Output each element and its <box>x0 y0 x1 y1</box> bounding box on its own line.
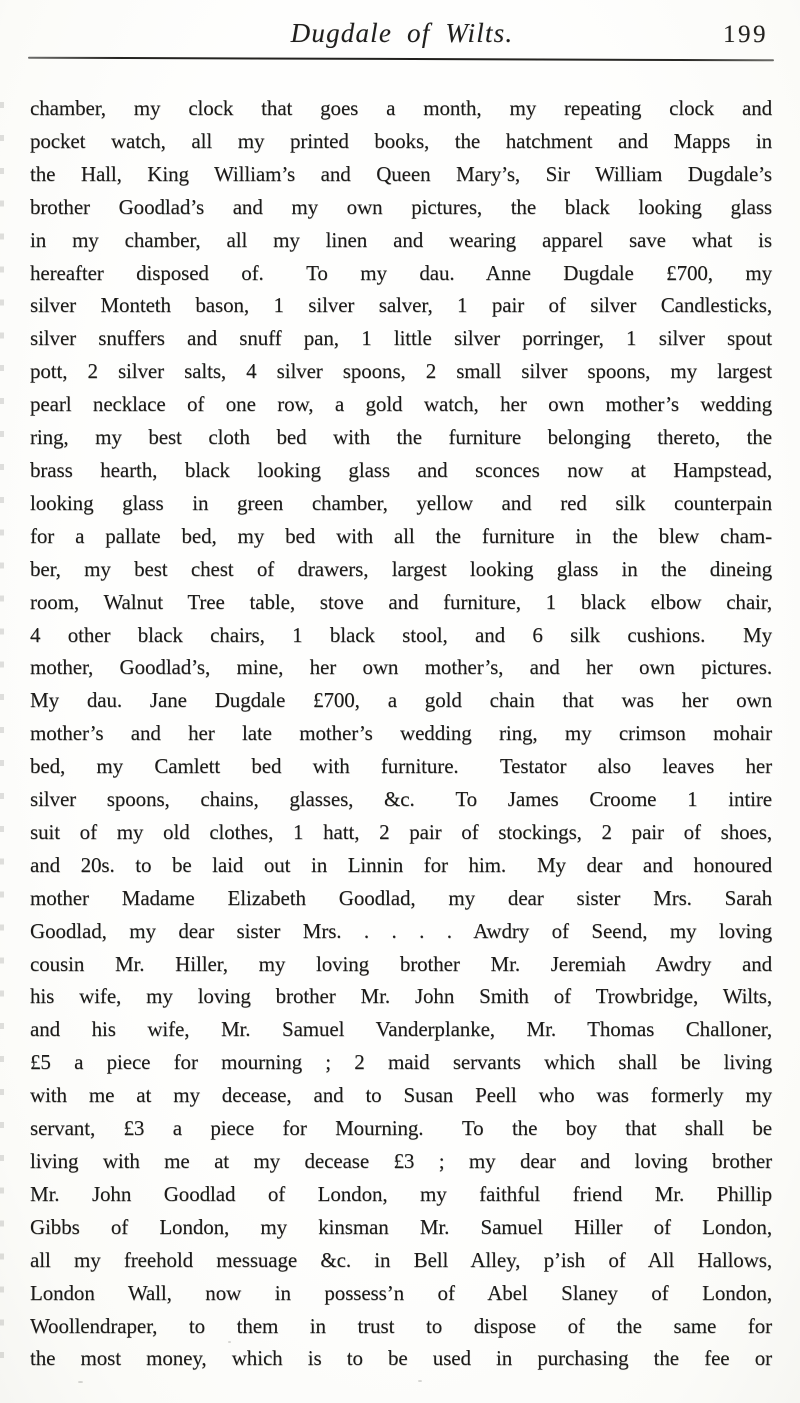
text-line: 4 other black chairs, 1 black stool, and 6 silk cushions. My <box>30 622 772 647</box>
text-line: bed, my Camlett bed with furniture. Testator also leaves her <box>30 754 772 779</box>
text-line: suit of my old clothes, 1 hatt, 2 pair of stockings, 2 pair of shoes, <box>30 819 772 844</box>
text-line: Woollendraper, to them in trust to dispose of the same for <box>30 1313 772 1338</box>
text-line: the most money, which is to be used in purchasing the fee or <box>30 1346 772 1371</box>
text-line: all my freehold messuage &c. in Bell Alley, p’ish of All Hallows, <box>30 1247 772 1272</box>
text-line: ring, my best cloth bed with the furniture belonging thereto, the <box>30 425 772 450</box>
text-line: brass hearth, black looking glass and sconces now at Hampstead, <box>30 457 772 482</box>
text-line: cousin Mr. Hiller, my loving brother Mr. Jeremiah Awdry and <box>30 951 772 976</box>
header-rule <box>28 57 774 62</box>
text-line: pearl necklace of one row, a gold watch, her own mother’s wedding <box>30 392 772 417</box>
text-line: and 20s. to be laid out in Linnin for him. My dear and honoured <box>30 852 772 877</box>
text-line: brother Goodlad’s and my own pictures, the black looking glass <box>30 194 772 219</box>
text-line: with me at my decease, and to Susan Peell who was formerly my <box>30 1083 772 1108</box>
text-line: My dau. Jane Dugdale £700, a gold chain that was her own <box>30 688 772 713</box>
text-line: pott, 2 silver salts, 4 silver spoons, 2 small silver spoons, my largest <box>30 359 772 384</box>
scan-speck <box>228 1341 231 1343</box>
text-line: hereafter disposed of. To my dau. Anne Dugdale £700, my <box>30 260 772 285</box>
text-line: mother Madame Elizabeth Goodlad, my dear sister Mrs. Sarah <box>30 885 772 910</box>
text-line: servant, £3 a piece for Mourning. To the boy that shall be <box>30 1116 772 1141</box>
text-line: living with me at my decease £3 ; my dear and loving brother <box>30 1149 772 1173</box>
text-line: looking glass in green chamber, yellow and red silk counterpain <box>30 490 772 515</box>
text-line: room, Walnut Tree table, stove and furniture, 1 black elbow chair, <box>30 589 772 614</box>
page-body <box>30 92 772 1375</box>
text-line: ber, my best chest of drawers, largest looking glass in the dineing <box>30 556 772 581</box>
text-line: silver snuffers and snuff pan, 1 little silver porringer, 1 silver spout <box>30 326 772 351</box>
scan-speck <box>418 1380 422 1382</box>
running-header <box>30 14 774 54</box>
text-line: silver spoons, chains, glasses, &c. To James Croome 1 intire <box>30 787 772 812</box>
text-line: for a pallate bed, my bed with all the furniture in the blew cham- <box>30 523 772 548</box>
text-line: and his wife, Mr. Samuel Vanderplanke, Mr. Thomas Challoner, <box>30 1017 772 1042</box>
text-line: the Hall, King William’s and Queen Mary’s, Sir William Dugdale’s <box>30 161 772 186</box>
text-line: Mr. John Goodlad of London, my faithful friend Mr. Phillip <box>30 1181 772 1206</box>
page-number: 199 <box>723 21 768 48</box>
text-line: London Wall, now in possess’n of Abel Slaney of London, <box>30 1280 772 1305</box>
text-line: £5 a piece for mourning ; 2 maid servants which shall be living <box>30 1050 772 1075</box>
text-line: silver Monteth bason, 1 silver salver, 1 pair of silver Candlesticks, <box>30 293 772 318</box>
text-line: chamber, my clock that goes a month, my repeating clock and <box>30 96 772 120</box>
scan-edge-artifacts <box>0 102 4 1364</box>
header-title: Dugdale of Wilts. <box>290 18 514 48</box>
text-line: mother, Goodlad’s, mine, her own mother’s, and her own pictures. <box>30 655 772 680</box>
text-line: mother’s and her late mother’s wedding ring, my crimson mohair <box>30 721 772 746</box>
text-line: Goodlad, my dear sister Mrs. . . . . Awdry of Seend, my loving <box>30 918 772 943</box>
scan-speck <box>78 1381 83 1383</box>
text-line: in my chamber, all my linen and wearing apparel save what is <box>30 227 772 252</box>
text-line: pocket watch, all my printed books, the hatchment and Mapps in <box>30 128 772 153</box>
text-line: Gibbs of London, my kinsman Mr. Samuel Hiller of London, <box>30 1214 772 1239</box>
text-line: his wife, my loving brother Mr. John Smith of Trowbridge, Wilts, <box>30 984 772 1009</box>
